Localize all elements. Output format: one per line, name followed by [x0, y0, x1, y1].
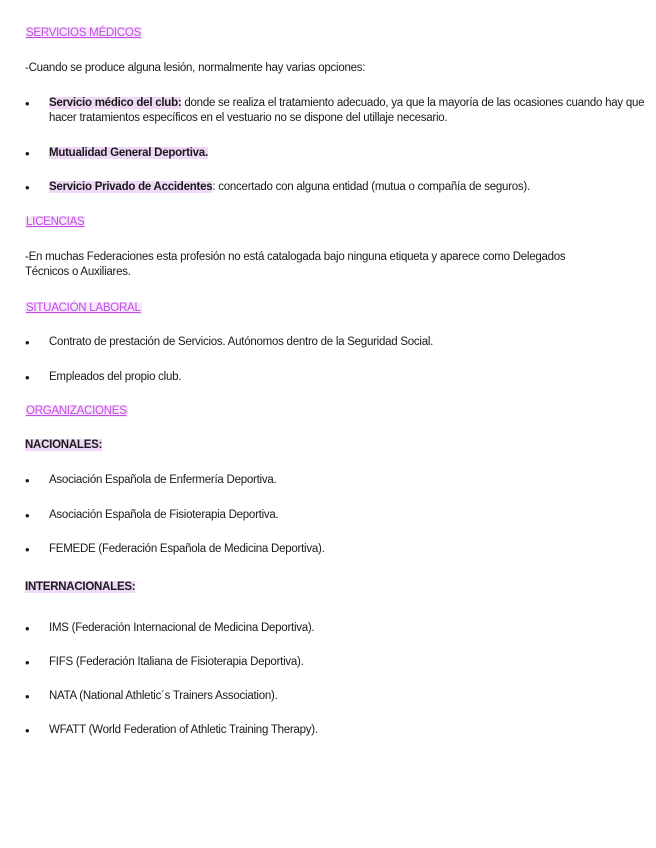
bullet-text: WFATT (World Federation of Athletic Training Therapy).	[49, 724, 318, 736]
heading-organizaciones-text[interactable]: ORGANIZACIONES	[26, 405, 127, 417]
bullet-body: donde se realiza el tratamiento adecuado, ya que la mayoría de las ocasiones cuando hay que hacer tratamientos específicos en el vestuario no se dispone del utillaje necesario.	[49, 97, 645, 124]
heading-licencias-text[interactable]: LICENCIAS	[26, 216, 85, 228]
nacional-bullet-3	[25, 542, 645, 557]
nacional-bullet-2	[25, 508, 645, 523]
situacion-bullet-2	[25, 370, 645, 385]
nacional-bullet-1	[25, 473, 645, 488]
internacional-bullet-1	[25, 621, 645, 636]
heading-servicios-medicos-text[interactable]: SERVICIOS MÉDICOS	[26, 27, 142, 39]
bullet-text: NATA (National Athletic´s Trainers Association).	[49, 690, 278, 702]
heading-servicios-medicos[interactable]	[25, 26, 142, 41]
bullet-icon: •	[25, 473, 30, 488]
bullet-text	[49, 96, 645, 126]
bullet-text	[49, 180, 645, 195]
nacionales-label-text: NACIONALES:	[25, 439, 103, 451]
bullet-icon: •	[25, 370, 30, 385]
bullet-icon: •	[25, 689, 30, 704]
nacionales-label	[25, 438, 102, 453]
bullet-text: IMS (Federación Internacional de Medicina Deportiva).	[49, 622, 315, 634]
heading-licencias[interactable]	[25, 215, 85, 230]
servicios-intro: -Cuando se produce alguna lesión, normalmente hay varias opciones:	[25, 62, 366, 74]
servicios-bullet-2	[25, 146, 645, 161]
servicios-bullet-1	[25, 96, 645, 126]
bullet-text	[49, 146, 645, 161]
heading-organizaciones[interactable]	[25, 404, 128, 419]
internacional-bullet-4	[25, 723, 645, 738]
internacional-bullet-2	[25, 655, 645, 670]
bullet-icon: •	[25, 96, 30, 111]
bullet-text: FIFS (Federación Italiana de Fisioterapia Deportiva).	[49, 656, 304, 668]
situacion-bullet-1	[25, 335, 645, 350]
bullet-bold-label: Mutualidad General Deportiva.	[49, 147, 208, 159]
internacional-bullet-3	[25, 689, 645, 704]
heading-situacion-laboral-text[interactable]: SITUACIÓN LABORAL	[26, 302, 141, 314]
bullet-text: FEMEDE (Federación Española de Medicina Deportiva).	[49, 543, 325, 555]
bullet-text: Contrato de prestación de Servicios. Autónomos dentro de la Seguridad Social.	[49, 336, 434, 348]
internacionales-label	[25, 580, 135, 595]
bullet-text: Asociación Española de Fisioterapia Deportiva.	[49, 509, 279, 521]
bullet-text: Asociación Española de Enfermería Deportiva.	[49, 474, 277, 486]
licencias-text: -En muchas Federaciones esta profesión no está catalogada bajo ninguna etiqueta y aparece como Delegados Técnicos o Auxiliares.	[25, 251, 566, 278]
heading-situacion-laboral[interactable]	[25, 301, 142, 316]
bullet-icon: •	[25, 180, 30, 195]
bullet-icon: •	[25, 621, 30, 636]
bullet-icon: •	[25, 723, 30, 738]
bullet-text: Empleados del propio club.	[49, 371, 182, 383]
bullet-body: : concertado con alguna entidad (mutua o compañía de seguros).	[212, 181, 530, 193]
bullet-icon: •	[25, 335, 30, 350]
bullet-bold-label: Servicio Privado de Accidentes	[49, 181, 213, 193]
bullet-icon: •	[25, 655, 30, 670]
bullet-bold-label: Servicio médico del club:	[49, 97, 182, 109]
bullet-icon: •	[25, 508, 30, 523]
internacionales-label-text: INTERNACIONALES:	[25, 581, 136, 593]
bullet-icon: •	[25, 542, 30, 557]
servicios-bullet-3	[25, 180, 645, 195]
bullet-icon: •	[25, 146, 30, 161]
